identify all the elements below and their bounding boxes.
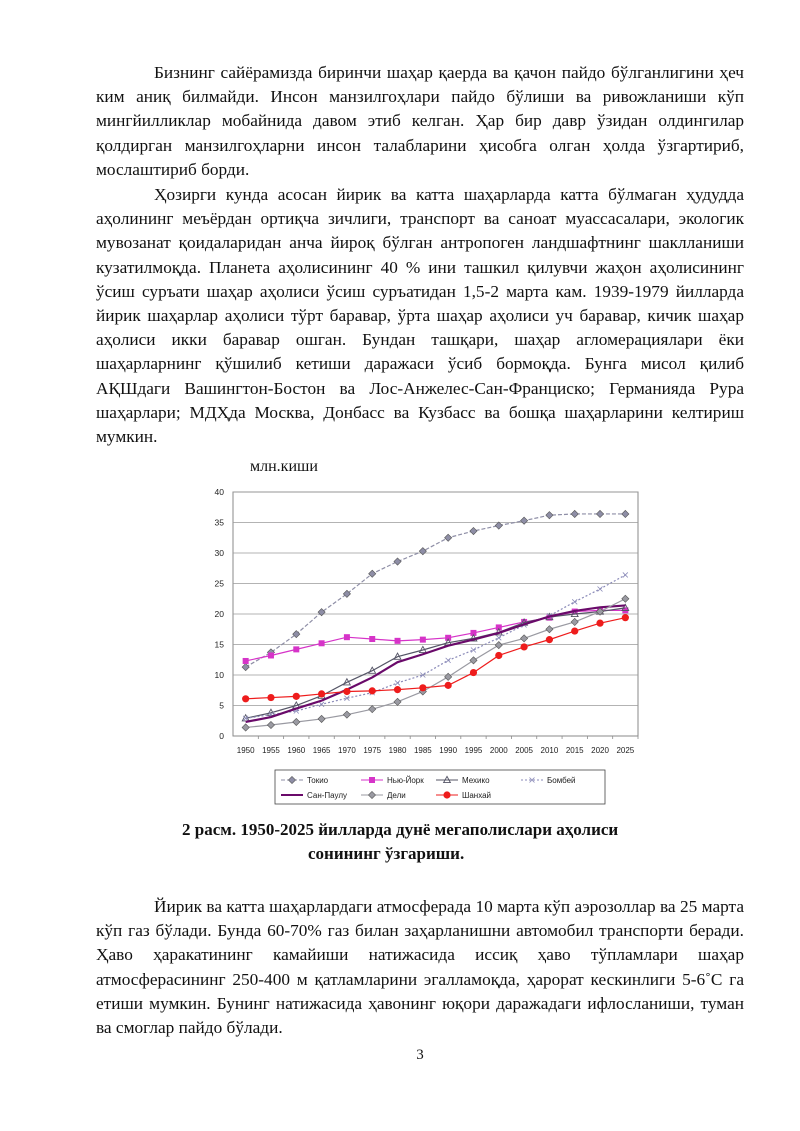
legend-бомбей-label: Бомбей [547,776,576,785]
y-tick-label: 30 [214,548,224,558]
legend-шанхай-label: Шанхай [462,791,492,800]
series-нью-йорк-point [268,652,274,658]
series-нью-йорк-point [369,636,375,642]
series-шанхай-point [546,636,553,643]
paragraph-2: Ҳозирги кунда асосан йирик ва катта шаҳарларда катта бўлмаган ҳудудда аҳолининг меъёрдан ортиқча зичлиги, транспорт ва саноат муассасалари, экологик мувозанат қоидаларидан анча йироқ бўлган антропоген ландшафтнинг шаклланиши кузатилмоқда. Планета аҳолисининг 40 % ини ташкил қилувчи жаҳон аҳолисининг ўсиш суръати шаҳар аҳолиси ўсиш суръатидан 1,5-2 марта кам. 1939-1979 йилларда йирик шаҳарлар аҳолиси тўрт баравар, ўрта шаҳар аҳолиси уч баравар, кичик шаҳар аҳолиси икки баравар ошган. Бундан ташқари, шаҳар агломерациялари ёки шаҳарларнинг қўшилиб кетиши даражаси ўсиб бормоқда. Бунга мисол қилиб АҚШдаги Вашингтон-Бостон ва Лос-Анжелес-Сан-Франциско; Германияда Рура шаҳарлари; МДҲда Москва, Донбасс ва Кузбасс ва бошқа шаҳарларини келтириш мумкин. [96,185,744,447]
series-шанхай-point [242,695,249,702]
x-tick-label: 1950 [236,746,255,755]
page-number: 3 [416,1047,424,1063]
series-шанхай-point [419,684,426,691]
x-tick-label: 1955 [262,746,280,755]
x-tick-label: 1990 [439,746,458,755]
y-tick-label: 10 [214,670,224,680]
series-нью-йорк-point [420,637,426,643]
y-tick-label: 25 [214,578,224,589]
series-нью-йорк-point [319,640,325,646]
paragraph-3: Йирик ва катта шаҳарлардаги атмосферада 10 марта кўп аэрозоллар ва 25 марта кўп газ бўлади. Бунда 60-70% газ билан заҳарланишни автомобил транспорти беради. Ҳаво ҳаракатининг камайиши натижасида иссиқ ҳаво тўпламлари шаҳар атмосферасининг 250-400 м қатламларини эгалламоқда, ҳарорат кескинлиги 5-6˚С га етиши мумкин. Бунинг натижасида ҳавонинг юқори даражадаги ифлосланиши, туман ва смоглар пайдо бўлади. [96,897,744,1038]
y-tick-label: 40 [214,487,224,497]
y-tick-label: 5 [219,700,224,711]
series-шанхай-point [622,614,629,621]
series-шанхай-point [445,682,452,689]
y-tick-label: 20 [214,609,224,619]
legend-шанхай-marker [443,791,450,798]
legend-нью-йорк-marker [369,777,375,783]
series-шанхай-point [369,687,376,694]
series-шанхай-point [596,620,603,627]
series-шанхай-point [470,669,477,676]
x-tick-label: 1970 [338,746,356,755]
series-шанхай-point [267,694,274,701]
x-tick-label: 1985 [413,746,432,755]
x-tick-label: 2015 [565,746,584,755]
series-шанхай-point [394,686,401,693]
series-шанхай-point [571,627,578,634]
legend-дели-label: Дели [387,791,406,800]
paragraph-1: Бизнинг сайёрамизда биринчи шаҳар қаерда ва қачон пайдо бўлганлигини ҳеч ким аниқ билмайди. Инсон манзилгоҳлари пайдо бўлиши ва ривожланиши кўп мингйилликлар мобайнида давом этиб келган. Ҳар бир давр ўзидан олдингилар қолдирган манзилгоҳларни инсон талабларини ҳисобга олган ҳолда ўзгартириб, мослаштириб борди. [96,63,744,179]
legend-сан-паулу-label: Сан-Паулу [307,791,347,800]
population-line-chart [200,480,640,810]
legend-токио-label: Токио [307,776,329,785]
legend-мехико-label: Мехико [462,776,490,785]
series-нью-йорк-point [344,634,350,640]
x-tick-label: 2020 [591,746,609,755]
x-tick-label: 1965 [312,746,331,755]
series-нью-йорк-point [395,638,401,644]
figure-caption-line-1: 2 расм. 1950-2025 йилларда дунё мегаполислари аҳолиси [182,820,619,839]
x-tick-label: 1960 [287,746,306,755]
series-шанхай-point [495,652,502,659]
x-tick-label: 2025 [616,746,635,755]
series-шанхай-point [520,643,527,650]
x-tick-label: 1975 [363,746,382,755]
y-tick-label: 0 [219,731,224,741]
y-tick-label: 15 [214,639,224,650]
x-tick-label: 2000 [489,746,508,755]
series-нью-йорк-point [243,658,249,664]
figure-caption-line-2: сонининг ўзгариши. [308,844,465,863]
series-шанхай-point [293,693,300,700]
legend-нью-йорк-label: Нью-Йорк [387,776,424,785]
y-tick-label: 35 [214,517,224,528]
x-tick-label: 1980 [388,746,407,755]
x-tick-label: 2010 [540,746,559,755]
series-нью-йорк-point [293,646,299,652]
x-tick-label: 2005 [515,746,533,755]
series-шанхай-point [343,688,350,695]
series-шанхай-point [318,690,325,697]
x-tick-label: 1995 [464,746,483,755]
chart-y-axis-label: млн.киши [250,458,318,475]
